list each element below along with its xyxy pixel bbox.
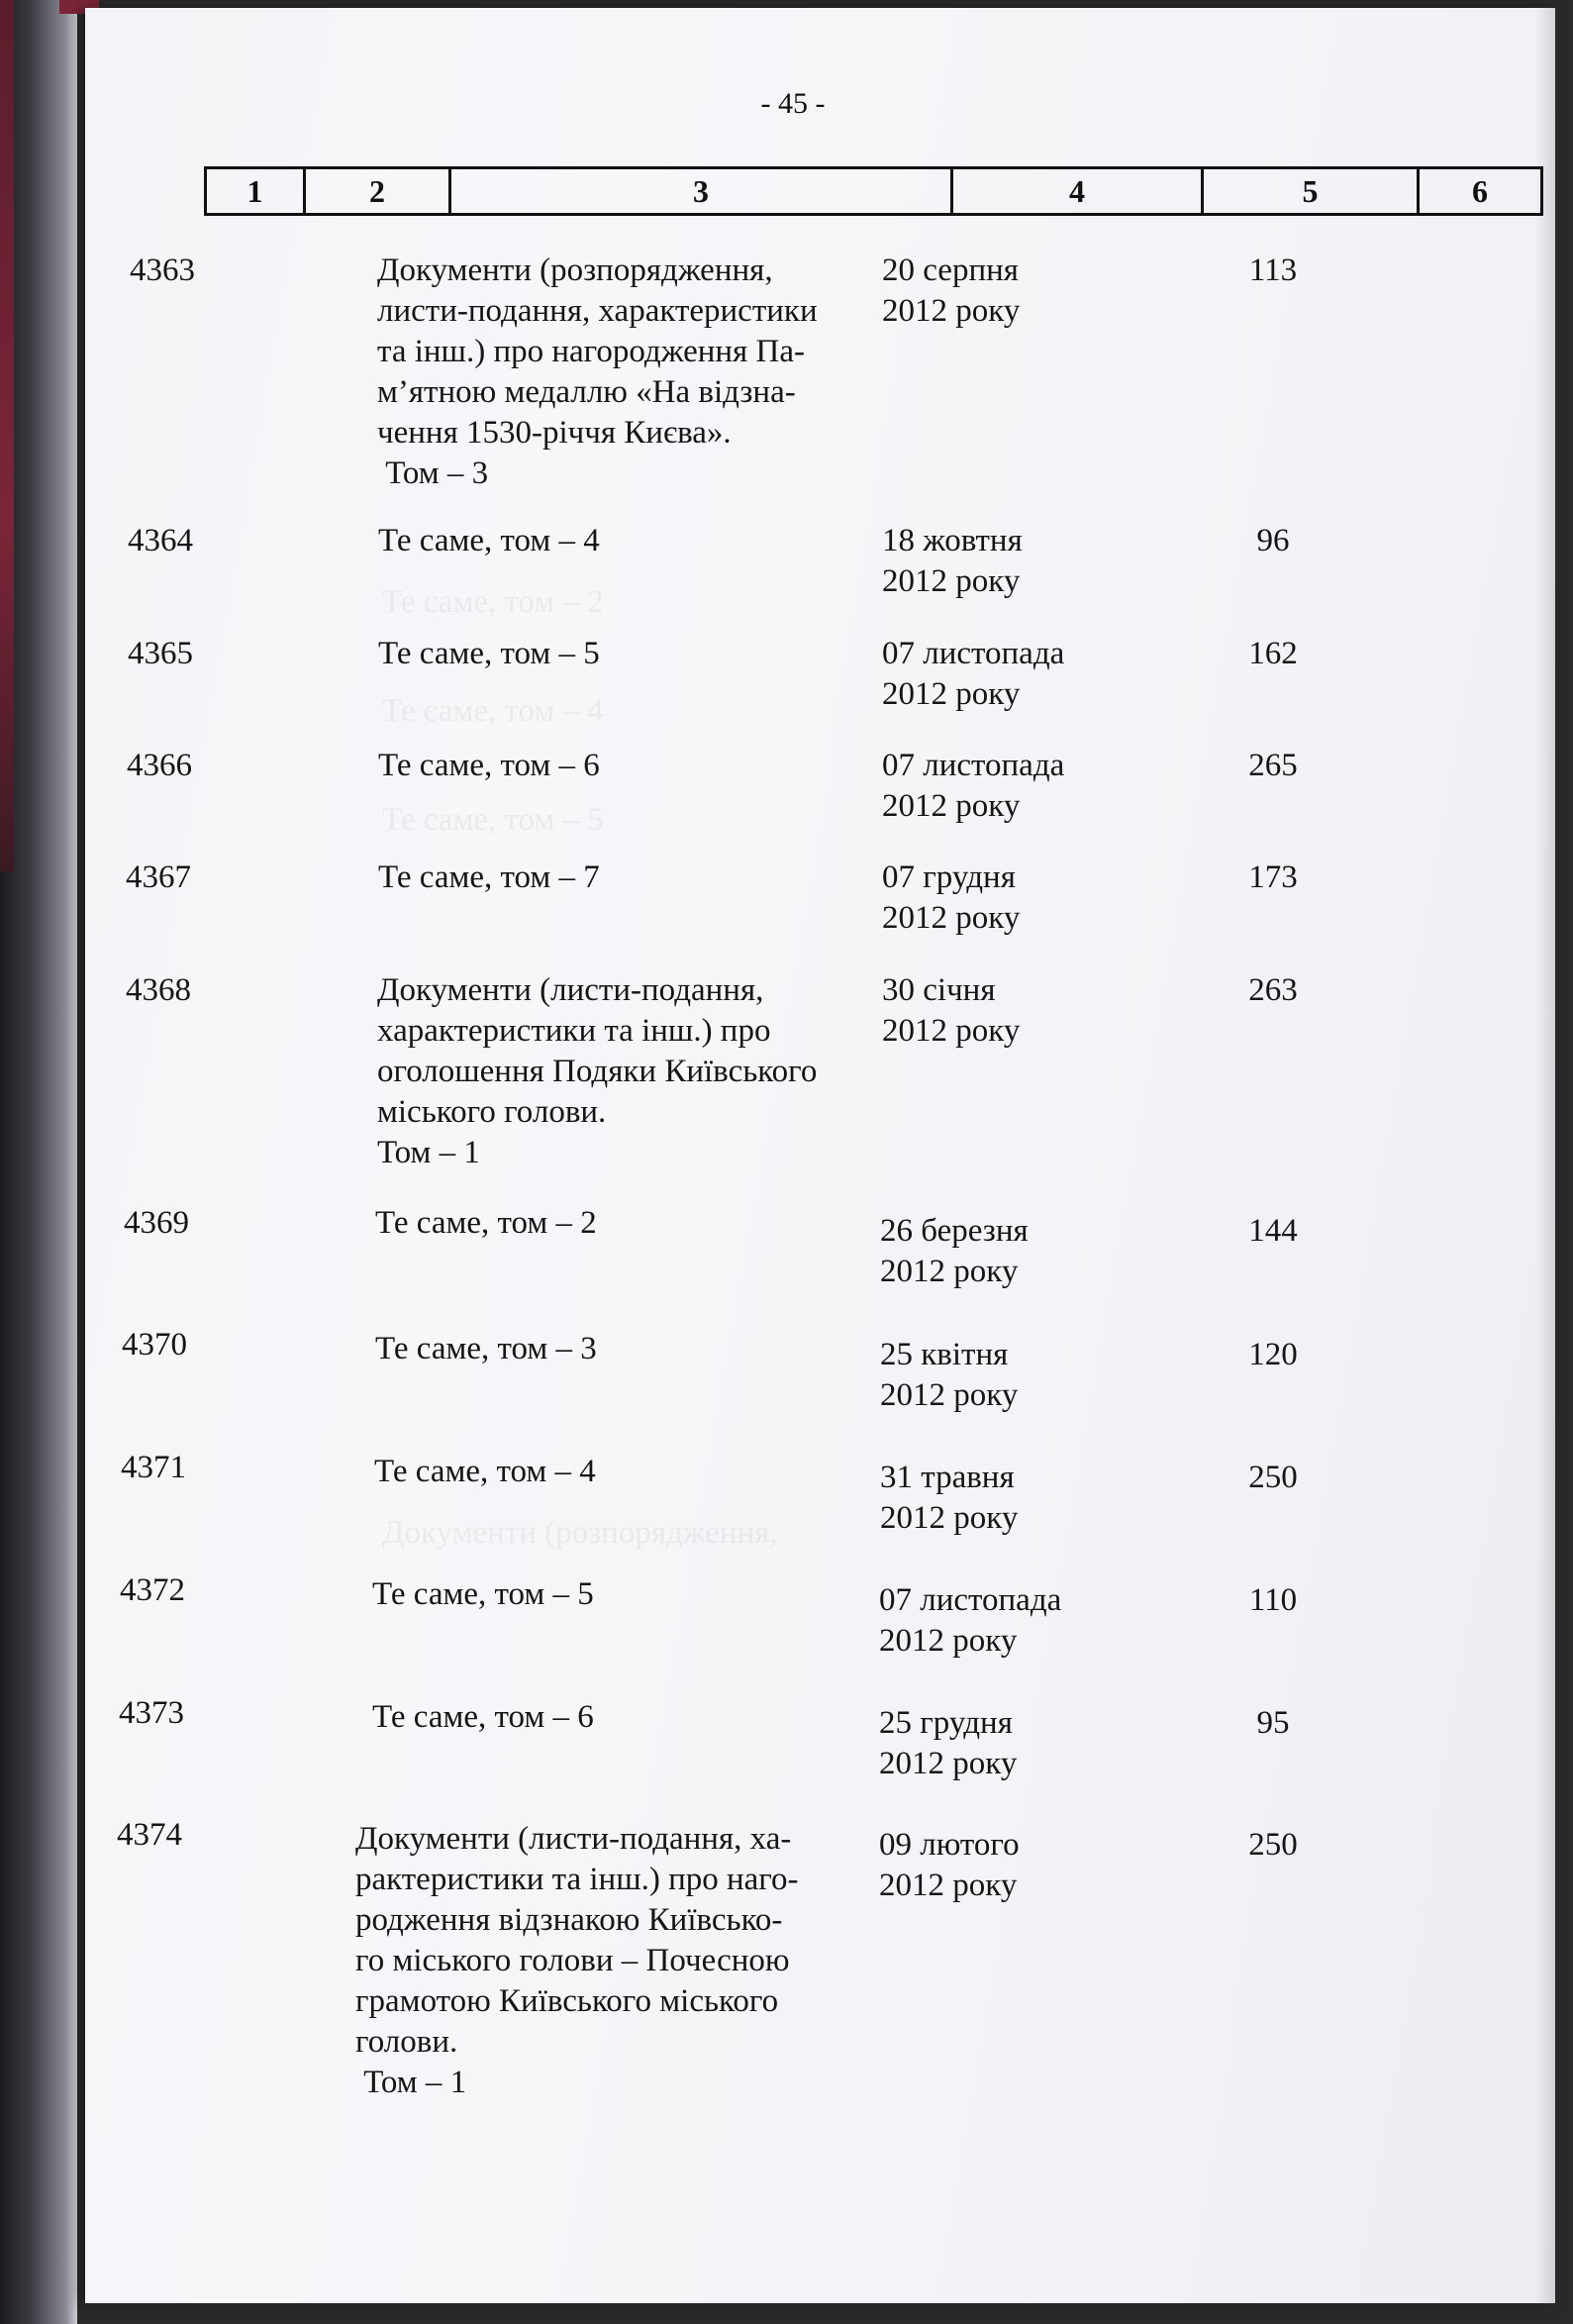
binder-cover-red bbox=[0, 0, 14, 871]
record-number: 4364 bbox=[128, 523, 193, 558]
record-description-line: міського голови. bbox=[377, 1094, 607, 1130]
document-page bbox=[85, 8, 1555, 2303]
record-description-line: Те саме, том – 5 bbox=[378, 636, 600, 671]
record-date-line: 2012 року bbox=[880, 1254, 1019, 1289]
bleed-through-text: Те саме, том – 2 bbox=[382, 584, 604, 620]
record-date-line: 2012 року bbox=[882, 293, 1021, 329]
record-description-line: Те саме, том – 2 bbox=[375, 1205, 597, 1241]
record-description-line: Те саме, том – 7 bbox=[378, 859, 600, 895]
bleed-through-text: Документи (розпорядження, bbox=[382, 1515, 778, 1551]
record-description-line: Том – 1 bbox=[355, 2065, 467, 2100]
record-description-line: Те саме, том – 3 bbox=[375, 1331, 597, 1366]
record-date-line: 2012 року bbox=[882, 788, 1021, 824]
record-number: 4370 bbox=[122, 1327, 187, 1363]
record-number: 4369 bbox=[124, 1205, 189, 1241]
record-description-line: голови. bbox=[355, 2024, 458, 2060]
record-description-line: характеристики та інш.) про bbox=[377, 1013, 771, 1049]
record-date-line: 25 грудня bbox=[879, 1705, 1013, 1741]
record-description-line: оголошення Подяки Київського bbox=[377, 1054, 818, 1089]
record-date-line: 25 квітня bbox=[880, 1337, 1009, 1372]
column-header-6: 6 bbox=[1419, 168, 1542, 215]
bleed-through-text: Те саме, том – 5 bbox=[382, 802, 604, 838]
record-description-line: Том – 3 bbox=[377, 455, 489, 491]
record-description-line: листи-подання, характеристики bbox=[377, 293, 818, 329]
record-description-line: Документи (листи-подання, ха- bbox=[355, 1821, 792, 1857]
record-description-line: м’ятною медаллю «На відзна- bbox=[377, 374, 796, 410]
record-description-line: Те саме, том – 4 bbox=[378, 523, 600, 558]
records-list bbox=[85, 8, 1555, 2303]
record-sheet-count: 250 bbox=[1248, 1460, 1298, 1495]
record-date-line: 2012 року bbox=[879, 1868, 1018, 1903]
record-description-line: рактеристики та інш.) про наго- bbox=[355, 1862, 799, 1897]
record-sheet-count: 144 bbox=[1248, 1213, 1298, 1249]
record-date-line: 2012 року bbox=[879, 1746, 1018, 1781]
record-sheet-count: 95 bbox=[1256, 1705, 1290, 1741]
record-date-line: 2012 року bbox=[879, 1623, 1018, 1659]
record-date-line: 2012 року bbox=[880, 1377, 1019, 1413]
record-date-line: 2012 року bbox=[882, 676, 1021, 712]
record-description-line: Документи (розпорядження, bbox=[377, 253, 773, 288]
record-date-line: 18 жовтня bbox=[882, 523, 1023, 558]
record-date-line: 31 травня bbox=[880, 1460, 1015, 1495]
record-description-line: Те саме, том – 6 bbox=[378, 748, 600, 783]
page-number: - 45 - bbox=[760, 87, 826, 120]
record-sheet-count: 120 bbox=[1248, 1337, 1298, 1372]
record-date-line: 30 січня bbox=[882, 972, 996, 1008]
record-description-line: Те саме, том – 4 bbox=[374, 1454, 596, 1489]
record-number: 4367 bbox=[126, 859, 191, 895]
record-sheet-count: 96 bbox=[1256, 523, 1290, 558]
record-sheet-count: 265 bbox=[1248, 748, 1298, 783]
record-sheet-count: 173 bbox=[1248, 859, 1298, 895]
record-description-line: Том – 1 bbox=[377, 1135, 480, 1170]
record-description-line: Те саме, том – 6 bbox=[372, 1699, 594, 1735]
record-number: 4368 bbox=[126, 972, 191, 1008]
column-header-3: 3 bbox=[450, 168, 952, 215]
record-description-line: го міського голови – Почесною bbox=[355, 1943, 790, 1978]
record-sheet-count: 110 bbox=[1248, 1582, 1298, 1618]
record-date-line: 09 лютого bbox=[879, 1827, 1020, 1863]
record-date-line: 07 листопада bbox=[882, 748, 1065, 783]
record-number: 4363 bbox=[130, 253, 195, 288]
column-header-4: 4 bbox=[952, 168, 1203, 215]
record-date-line: 2012 року bbox=[882, 563, 1021, 599]
record-number: 4374 bbox=[117, 1817, 182, 1853]
column-header-1: 1 bbox=[206, 168, 305, 215]
record-description-line: чення 1530-річчя Києва». bbox=[377, 415, 732, 451]
record-description-line: грамотою Київського міського bbox=[355, 1983, 779, 2019]
record-sheet-count: 250 bbox=[1248, 1827, 1298, 1863]
record-date-line: 20 серпня bbox=[882, 253, 1019, 288]
record-date-line: 07 листопада bbox=[879, 1582, 1062, 1618]
column-header-5: 5 bbox=[1203, 168, 1419, 215]
record-number: 4371 bbox=[121, 1450, 186, 1485]
bleed-through-text: Те саме, том – 4 bbox=[382, 693, 604, 729]
record-date-line: 2012 року bbox=[882, 900, 1021, 936]
column-header-2: 2 bbox=[305, 168, 450, 215]
record-date-line: 07 грудня bbox=[882, 859, 1016, 895]
record-number: 4372 bbox=[120, 1572, 185, 1608]
record-date-line: 2012 року bbox=[880, 1500, 1019, 1536]
record-date-line: 26 березня bbox=[880, 1213, 1029, 1249]
record-date-line: 07 листопада bbox=[882, 636, 1065, 671]
record-description-line: Документи (листи-подання, bbox=[377, 972, 764, 1008]
record-number: 4365 bbox=[128, 636, 193, 671]
record-description-line: та інш.) про нагородження Па- bbox=[377, 334, 805, 369]
record-sheet-count: 162 bbox=[1248, 636, 1298, 671]
record-number: 4373 bbox=[119, 1695, 184, 1731]
record-description-line: родження відзнакою Київсько- bbox=[355, 1902, 783, 1938]
record-description-line: Те саме, том – 5 bbox=[372, 1576, 594, 1612]
record-number: 4366 bbox=[127, 748, 192, 783]
record-date-line: 2012 року bbox=[882, 1013, 1021, 1049]
record-sheet-count: 263 bbox=[1248, 972, 1298, 1008]
record-sheet-count: 113 bbox=[1248, 253, 1298, 288]
